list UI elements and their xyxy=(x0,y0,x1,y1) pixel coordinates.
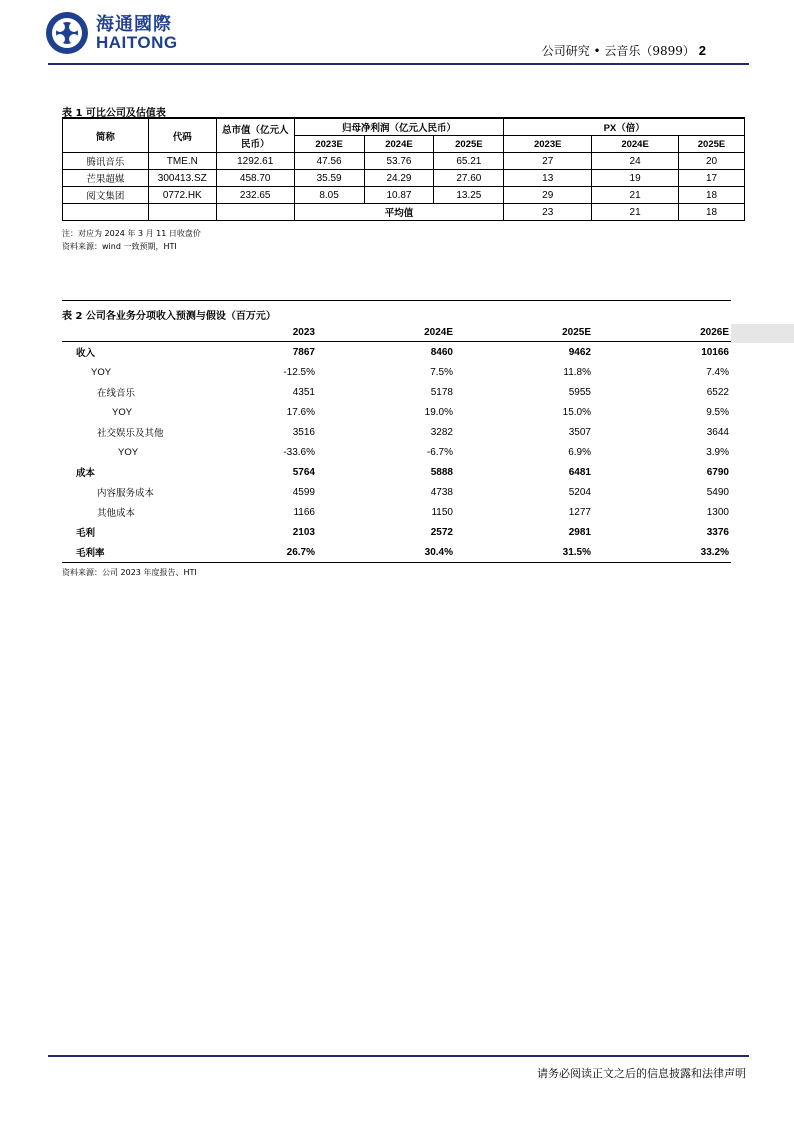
pe-value: 20 xyxy=(679,153,745,170)
header-rule xyxy=(48,63,749,65)
ticker-code: TME.N xyxy=(148,153,216,170)
cell-value: 17.6% xyxy=(286,406,315,418)
pe-value: 13 xyxy=(504,170,592,187)
row-label: 社交娱乐及其他 xyxy=(97,428,164,439)
average-row xyxy=(63,204,745,221)
cell-value: 6790 xyxy=(706,466,729,478)
revenue-forecast-table xyxy=(62,324,731,563)
row-label: 毛利 xyxy=(76,528,96,539)
col-header-code: 代码 xyxy=(148,119,216,153)
cell-value: 3644 xyxy=(706,426,729,438)
cell-value: 6.9% xyxy=(568,446,591,458)
table-row xyxy=(63,170,745,187)
table-row xyxy=(62,442,731,462)
running-header xyxy=(542,42,706,59)
table1-header-row xyxy=(63,119,745,136)
cell-value: -12.5% xyxy=(283,366,315,378)
cell-value: 3507 xyxy=(568,426,591,438)
cell-value: 10166 xyxy=(701,346,729,358)
table2-header-row xyxy=(62,324,731,342)
page-number: 2 xyxy=(698,43,706,58)
year-header: 2023 xyxy=(192,324,317,342)
cell-value: 7.4% xyxy=(706,366,729,378)
table-row xyxy=(62,462,731,482)
col-header-name: 简称 xyxy=(63,119,149,153)
cell-value: -6.7% xyxy=(426,446,453,458)
cell-value: 15.0% xyxy=(562,406,591,418)
table-row xyxy=(62,482,731,502)
table2-caption: 表 2 公司各业务分项收入预测与假设（百万元） xyxy=(62,311,276,322)
average-pe: 21 xyxy=(592,204,679,221)
col-header-profit: 归母净利润（亿元人民币） xyxy=(294,119,504,136)
cell-value: 7.5% xyxy=(430,366,453,378)
cell-value: 3516 xyxy=(292,426,315,438)
cell-value: 9.5% xyxy=(706,406,729,418)
cell-value: 5764 xyxy=(292,466,315,478)
haitong-emblem-icon xyxy=(44,10,90,56)
pe-value: 18 xyxy=(679,187,745,204)
average-pe: 23 xyxy=(504,204,592,221)
table-row xyxy=(62,502,731,522)
cell-value: 2981 xyxy=(568,526,591,538)
profit-value: 24.29 xyxy=(364,170,434,187)
logo-chinese-text: 海通國際 xyxy=(96,14,172,35)
cell-value: 3282 xyxy=(430,426,453,438)
year-header: 2024E xyxy=(592,136,679,153)
cell-value: 5888 xyxy=(430,466,453,478)
company-name: 腾讯音乐 xyxy=(63,153,149,170)
profit-value: 35.59 xyxy=(294,170,364,187)
cell-value: 5955 xyxy=(568,386,591,398)
cell-value: 1300 xyxy=(706,506,729,518)
col-header-mcap: 总市值（亿元人民币） xyxy=(216,119,294,153)
profit-value: 65.21 xyxy=(434,153,504,170)
cell-value: 2572 xyxy=(430,526,453,538)
section-title: 公司研究 • 云音乐（9899） xyxy=(541,44,695,58)
profit-value: 53.76 xyxy=(364,153,434,170)
pe-value: 17 xyxy=(679,170,745,187)
company-name: 芒果超媒 xyxy=(63,170,149,187)
table-row xyxy=(62,382,731,402)
col-header-pe: PX（倍） xyxy=(504,119,745,136)
profit-value: 10.87 xyxy=(364,187,434,204)
table1-source: 资料来源：wind 一致预期，HTI xyxy=(62,242,177,251)
footer-rule xyxy=(48,1055,749,1057)
row-label: 在线音乐 xyxy=(97,388,136,399)
row-label: 毛利率 xyxy=(62,542,192,563)
table1-caption: 表 1 可比公司及估值表 xyxy=(62,108,166,119)
cell-value: 5204 xyxy=(568,486,591,498)
table1-note: 注：对应为 2024 年 3 月 11 日收盘价 xyxy=(62,229,201,238)
row-label: YOY xyxy=(91,366,112,378)
table2-source: 资料来源：公司 2023 年度报告、HTI xyxy=(62,568,197,577)
year-header: 2023E xyxy=(294,136,364,153)
cell-value: 11.8% xyxy=(563,366,591,378)
footer-disclaimer: 请务必阅读正文之后的信息披露和法律声明 xyxy=(537,1067,746,1080)
cell-value: 4738 xyxy=(430,486,453,498)
year-header: 2024E xyxy=(317,324,455,342)
cell-value: 33.2% xyxy=(593,542,731,563)
year-header: 2025E xyxy=(455,324,593,342)
cell-value: 7867 xyxy=(292,346,315,358)
cell-value: -33.6% xyxy=(283,446,315,458)
company-name: 阅文集团 xyxy=(63,187,149,204)
profit-value: 47.56 xyxy=(294,153,364,170)
cell-value: 1277 xyxy=(568,506,591,518)
cell-value: 31.5% xyxy=(455,542,593,563)
row-label: 收入 xyxy=(76,348,96,359)
row-label: 其他成本 xyxy=(97,508,136,519)
row-label: YOY xyxy=(112,406,133,418)
cell-value: 4351 xyxy=(292,386,315,398)
logo-english-text: HAITONG xyxy=(96,33,178,52)
table-row xyxy=(62,342,731,363)
year-header: 2025E xyxy=(434,136,504,153)
pe-value: 19 xyxy=(592,170,679,187)
table-row xyxy=(62,362,731,382)
cell-value: 19.0% xyxy=(424,406,453,418)
row-label: 成本 xyxy=(76,468,96,479)
pe-value: 24 xyxy=(592,153,679,170)
cell-value: 9462 xyxy=(568,346,591,358)
cell-value: 1166 xyxy=(293,506,315,518)
table-row xyxy=(63,187,745,204)
year-header: 2025E xyxy=(679,136,745,153)
cell-value: 30.4% xyxy=(317,542,455,563)
cell-value: 6481 xyxy=(568,466,591,478)
table-row xyxy=(62,522,731,542)
average-label: 平均值 xyxy=(294,204,504,221)
pe-value: 21 xyxy=(592,187,679,204)
average-pe: 18 xyxy=(679,204,745,221)
haitong-logo xyxy=(44,10,184,56)
cell-value: 5490 xyxy=(706,486,729,498)
profit-value: 13.25 xyxy=(434,187,504,204)
year-header: 2026E xyxy=(593,324,731,342)
cell-value: 4599 xyxy=(292,486,315,498)
ticker-code: 0772.HK xyxy=(148,187,216,204)
table-row xyxy=(62,402,731,422)
cell-value: 2103 xyxy=(292,526,315,538)
pe-value: 29 xyxy=(504,187,592,204)
comparable-companies-table xyxy=(62,118,745,221)
row-label: YOY xyxy=(118,446,139,458)
year-header: 2023E xyxy=(504,136,592,153)
row-label: 内容服务成本 xyxy=(97,488,155,499)
pe-value: 27 xyxy=(504,153,592,170)
cell-value: 3376 xyxy=(706,526,729,538)
table-row xyxy=(62,422,731,442)
cell-value: 3.9% xyxy=(706,446,729,458)
market-cap: 1292.61 xyxy=(216,153,294,170)
profit-value: 27.60 xyxy=(434,170,504,187)
gray-margin-strip xyxy=(731,324,794,343)
table-row xyxy=(63,153,745,170)
market-cap: 232.65 xyxy=(216,187,294,204)
ticker-code: 300413.SZ xyxy=(148,170,216,187)
cell-value: 1150 xyxy=(431,506,453,518)
cell-value: 6522 xyxy=(706,386,729,398)
market-cap: 458.70 xyxy=(216,170,294,187)
profit-value: 8.05 xyxy=(294,187,364,204)
cell-value: 26.7% xyxy=(192,542,317,563)
year-header: 2024E xyxy=(364,136,434,153)
cell-value: 8460 xyxy=(430,346,453,358)
table-row xyxy=(62,542,731,563)
cell-value: 5178 xyxy=(430,386,453,398)
